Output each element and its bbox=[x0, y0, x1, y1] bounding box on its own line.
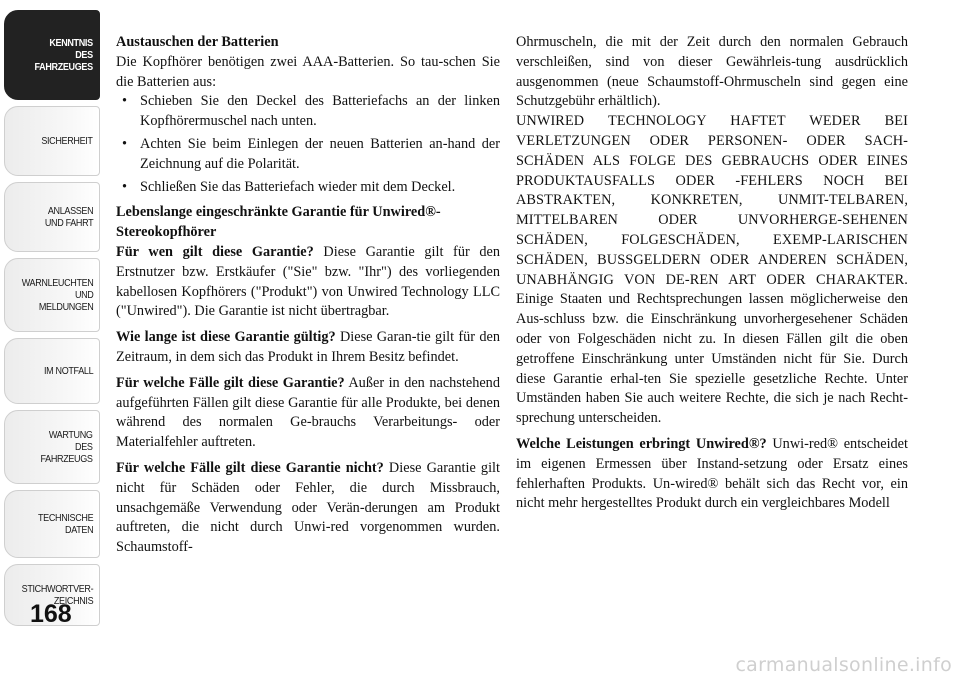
tab-label: TECHNISCHE DATEN bbox=[37, 512, 93, 536]
question-lead: Für wen gilt diese Garantie? bbox=[116, 243, 314, 260]
tab-anlassen-und-fahrt[interactable] bbox=[4, 182, 100, 252]
right-column bbox=[516, 33, 908, 520]
battery-steps-list bbox=[116, 92, 500, 197]
tab-kenntnis-des-fahrzeuges[interactable] bbox=[4, 10, 100, 100]
tab-im-notfall[interactable] bbox=[4, 338, 100, 404]
warranty-who-paragraph bbox=[116, 243, 500, 322]
tab-label: SICHERHEIT bbox=[41, 135, 93, 147]
question-lead: Für welche Fälle gilt diese Garantie? bbox=[116, 374, 345, 391]
tab-label: KENNTNIS DES FAHRZEUGES bbox=[34, 37, 93, 73]
page-number: 168 bbox=[30, 600, 72, 628]
warranty-exclusions-paragraph bbox=[116, 459, 500, 558]
tab-label: WARNLEUCHTEN UND MELDUNGEN bbox=[21, 277, 93, 313]
question-lead: Welche Leistungen erbringt Unwired®? bbox=[516, 435, 767, 452]
liability-paragraph bbox=[516, 112, 908, 429]
list-item: • Schließen Sie das Batteriefach wieder mit dem Deckel. bbox=[116, 178, 500, 198]
liability-text: Einige Staaten und Rechtsprechungen lassen möglicherweise den Aus-schluss bzw. die Einschränkung unvorhergesehener Schäden oder von Folgeschäden nicht zu. In diesen Fällen gilt die oben getroffene Einschränkung unter Umständen nicht für Sie. Durch diese Garantie erhal-ten Sie spezielle gesetzliche Rechte. Unter Umständen haben Sie auch weitere Rechte, die sich je nach Recht-sprechung unterscheiden. bbox=[516, 291, 908, 427]
question-lead: Wie lange ist diese Garantie gültig? bbox=[116, 329, 336, 346]
answer-text: Diese Garan-tie gilt für den Zeitraum, in dem sich das Produkt in Ihrem Besitz befindet. bbox=[116, 329, 500, 365]
watermark: carmanualsonline.info bbox=[735, 654, 952, 676]
ear-cushion-paragraph: Ohrmuscheln, die mit der Zeit durch den normalen Gebrauch verschleißen, sind von dieser Gewährleis-tung ausdrücklich ausgenommen (neue Schaumstoff-Ohrmuscheln sind gegen eine Schutzgebühr erhältlich). bbox=[516, 34, 908, 110]
warranty-coverage-paragraph bbox=[116, 374, 500, 453]
battery-intro: Die Kopfhörer benötigen zwei AAA-Batterien. So tau-schen Sie die Batterien aus: bbox=[116, 53, 500, 90]
tab-label: IM NOTFALL bbox=[43, 365, 93, 377]
list-item: • Schieben Sie den Deckel des Batteriefachs an der linken Kopfhörermuschel nach unten. bbox=[116, 92, 500, 132]
tab-label: WARTUNG DES FAHRZEUGS bbox=[40, 429, 93, 465]
left-column bbox=[116, 33, 500, 564]
tab-label: ANLASSEN UND FAHRT bbox=[44, 205, 93, 229]
warranty-duration-paragraph bbox=[116, 328, 500, 368]
section-heading-batteries: Austauschen der Batterien bbox=[116, 34, 279, 50]
answer-text: Außer in den nachstehend aufgeführten Fällen gilt diese Garantie für alle Produkte, bei denen während des normalen Ge-brauchs Verarbeitungs- oder Materialfehler auftreten. bbox=[116, 374, 500, 451]
tab-sicherheit[interactable] bbox=[4, 106, 100, 176]
warranty-remedy-paragraph bbox=[516, 435, 908, 514]
question-lead: Für welche Fälle gilt diese Garantie nicht? bbox=[116, 459, 384, 476]
answer-text: Diese Garantie gilt für den Erstnutzer bzw. Erstkäufer ("Sie" bzw. "Ihr") des vorliegenden kabellosen Kopfhörers ("Produkt") von Unwired Technology LLC ("Unwired"). Die Garantie ist nicht übertragbar. bbox=[116, 243, 500, 320]
liability-disclaimer-caps: UNWIRED TECHNOLOGY HAFTET WEDER BEI VERLETZUNGEN ODER PERSONEN- ODER SACH-SCHÄDEN ALS FOLGE DES GEBRAUCHS ODER EINES PRODUKTAUSFALLS ODER -FEHLERS NOCH BEI ABSTRAKTEN, KONKRETEN, UNMIT-TELBAREN, MITTELBAREN ODER UNVORHERGE-SEHENEN SCHÄDEN, FOLGESCHÄDEN, EXEMP-LARISCHEN SCHÄDEN, BUSSGELDERN ODER ANDEREN SCHÄDEN, UNABHÄNGIG VON DE-REN ART ODER CHARAKTER. bbox=[516, 113, 908, 288]
tab-wartung-des-fahrzeugs[interactable] bbox=[4, 410, 100, 484]
answer-text: Diese Garantie gilt nicht für Schäden oder Fehler, die durch Missbrauch, unsachgemäße Verwendung oder Verän-derungen am Produkt auftreten, die nicht durch Unwi-red vorgenommen wurden. Schaumstoff- bbox=[116, 459, 500, 556]
section-heading-warranty: Lebenslange eingeschränkte Garantie für Unwired®-Stereokopfhörer bbox=[116, 204, 441, 241]
tab-technische-daten[interactable] bbox=[4, 490, 100, 558]
list-item: • Achten Sie beim Einlegen der neuen Batterien an-hand der Zeichnung auf die Polarität. bbox=[116, 135, 500, 175]
answer-text: Unwi-red® entscheidet im eigenen Ermessen über Instand-setzung oder Ersatz eines fehlerhaften Produkts. Un-wired® behält sich das Recht vor, ein nicht mehr hergestelltes Produkt durch ein vergleichbares Modell bbox=[516, 435, 909, 512]
tab-warnleuchten-und-meldungen[interactable] bbox=[4, 258, 100, 332]
tab-label: STICHWORTVER- ZEICHNIS bbox=[21, 583, 93, 607]
